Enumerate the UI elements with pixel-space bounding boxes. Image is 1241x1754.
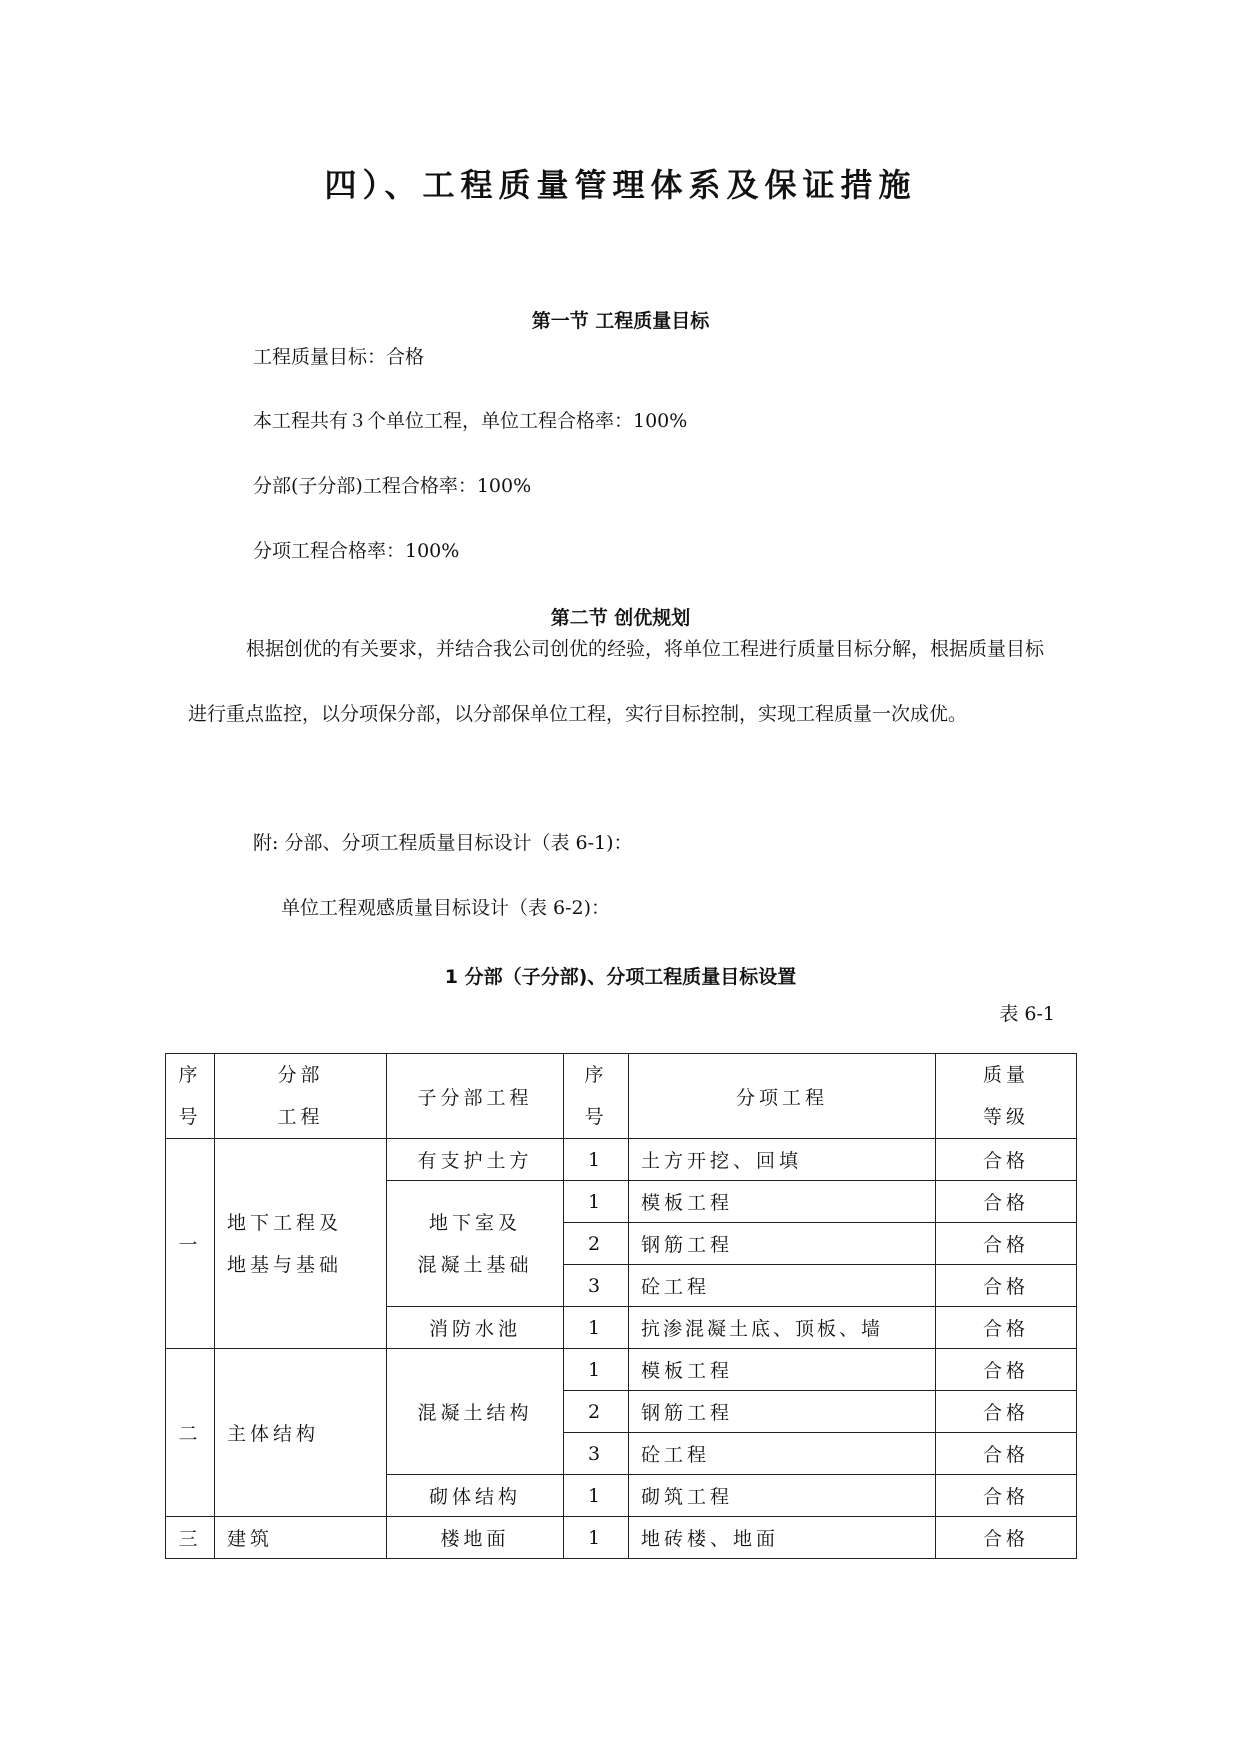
row-grade: 合格 (936, 1265, 1077, 1307)
appendix-line-2: 单位工程观感质量目标设计（表 6-2)： (281, 897, 611, 919)
row-no: 1 (564, 1307, 629, 1349)
row-no: 1 (564, 1517, 629, 1559)
row-grade: 合格 (936, 1307, 1077, 1349)
subdivision-cell: 地下室及 混凝土基础 (387, 1181, 564, 1307)
section2-paragraph: 根据创优的有关要求，并结合我公司创优的经验，将单位工程进行质量目标分解，根据质量目标进行重点监控，以分项保分部，以分部保单位工程，实行目标控制，实现工程质量一次成优。 (188, 638, 1045, 725)
row-no: 3 (564, 1433, 629, 1475)
row-grade: 合格 (936, 1181, 1077, 1223)
header-quality: 质量 等级 (936, 1054, 1077, 1139)
header-subdivision: 子分部工程 (387, 1054, 564, 1139)
row-item: 砼工程 (629, 1433, 936, 1475)
row-no: 3 (564, 1265, 629, 1307)
row-item: 砌筑工程 (629, 1475, 936, 1517)
row-no: 1 (564, 1475, 629, 1517)
quality-target-line: 工程质量目标：合格 (253, 346, 425, 368)
row-item: 地砖楼、地面 (629, 1517, 936, 1559)
page-title: 四）、工程质量管理体系及保证措施 (324, 166, 917, 204)
table-row (166, 1517, 1077, 1559)
row-no: 1 (564, 1139, 629, 1181)
header-seq: 序 号 (166, 1054, 215, 1139)
group-division: 建筑 (215, 1517, 387, 1559)
row-item: 抗渗混凝土底、顶板、墙 (629, 1307, 936, 1349)
subdivision-cell: 砌体结构 (387, 1475, 564, 1517)
row-item: 钢筋工程 (629, 1223, 936, 1265)
table-header-row (166, 1054, 1077, 1139)
row-item: 砼工程 (629, 1265, 936, 1307)
row-grade: 合格 (936, 1517, 1077, 1559)
division-pass-rate-line: 分部(子分部)工程合格率：100% (253, 475, 532, 497)
section1-heading: 第一节 工程质量目标 (531, 310, 710, 332)
group-seq: 三 (166, 1517, 215, 1559)
item-pass-rate-line: 分项工程合格率：100% (253, 540, 460, 562)
header-item: 分项工程 (629, 1054, 936, 1139)
quality-target-table (165, 1053, 1077, 1559)
subdivision-cell: 有支护土方 (387, 1139, 564, 1181)
row-no: 2 (564, 1223, 629, 1265)
section2-heading: 第二节 创优规划 (550, 607, 691, 629)
group-seq: 一 (166, 1139, 215, 1349)
table-row (166, 1349, 1077, 1391)
row-item: 模板工程 (629, 1181, 936, 1223)
row-no: 1 (564, 1349, 629, 1391)
subdivision-cell: 混凝土结构 (387, 1349, 564, 1475)
row-grade: 合格 (936, 1391, 1077, 1433)
row-grade: 合格 (936, 1475, 1077, 1517)
row-item: 模板工程 (629, 1349, 936, 1391)
row-item: 土方开挖、回填 (629, 1139, 936, 1181)
table-number: 表 6-1 (999, 1003, 1055, 1025)
unit-pass-rate-line: 本工程共有３个单位工程，单位工程合格率：100% (253, 410, 688, 432)
table-title: 1 分部（子分部)、分项工程质量目标设置 (444, 966, 797, 988)
row-grade: 合格 (936, 1139, 1077, 1181)
group-division: 地下工程及 地基与基础 (215, 1139, 387, 1349)
header-seq2: 序 号 (564, 1054, 629, 1139)
appendix-line-1: 附: 分部、分项工程质量目标设计（表 6-1)： (253, 832, 633, 854)
row-no: 1 (564, 1181, 629, 1223)
row-item: 钢筋工程 (629, 1391, 936, 1433)
row-grade: 合格 (936, 1349, 1077, 1391)
subdivision-cell: 消防水池 (387, 1307, 564, 1349)
group-division: 主体结构 (215, 1349, 387, 1517)
row-grade: 合格 (936, 1223, 1077, 1265)
row-no: 2 (564, 1391, 629, 1433)
subdivision-cell: 楼地面 (387, 1517, 564, 1559)
row-grade: 合格 (936, 1433, 1077, 1475)
group-seq: 二 (166, 1349, 215, 1517)
table-row (166, 1139, 1077, 1181)
header-division: 分部 工程 (215, 1054, 387, 1139)
